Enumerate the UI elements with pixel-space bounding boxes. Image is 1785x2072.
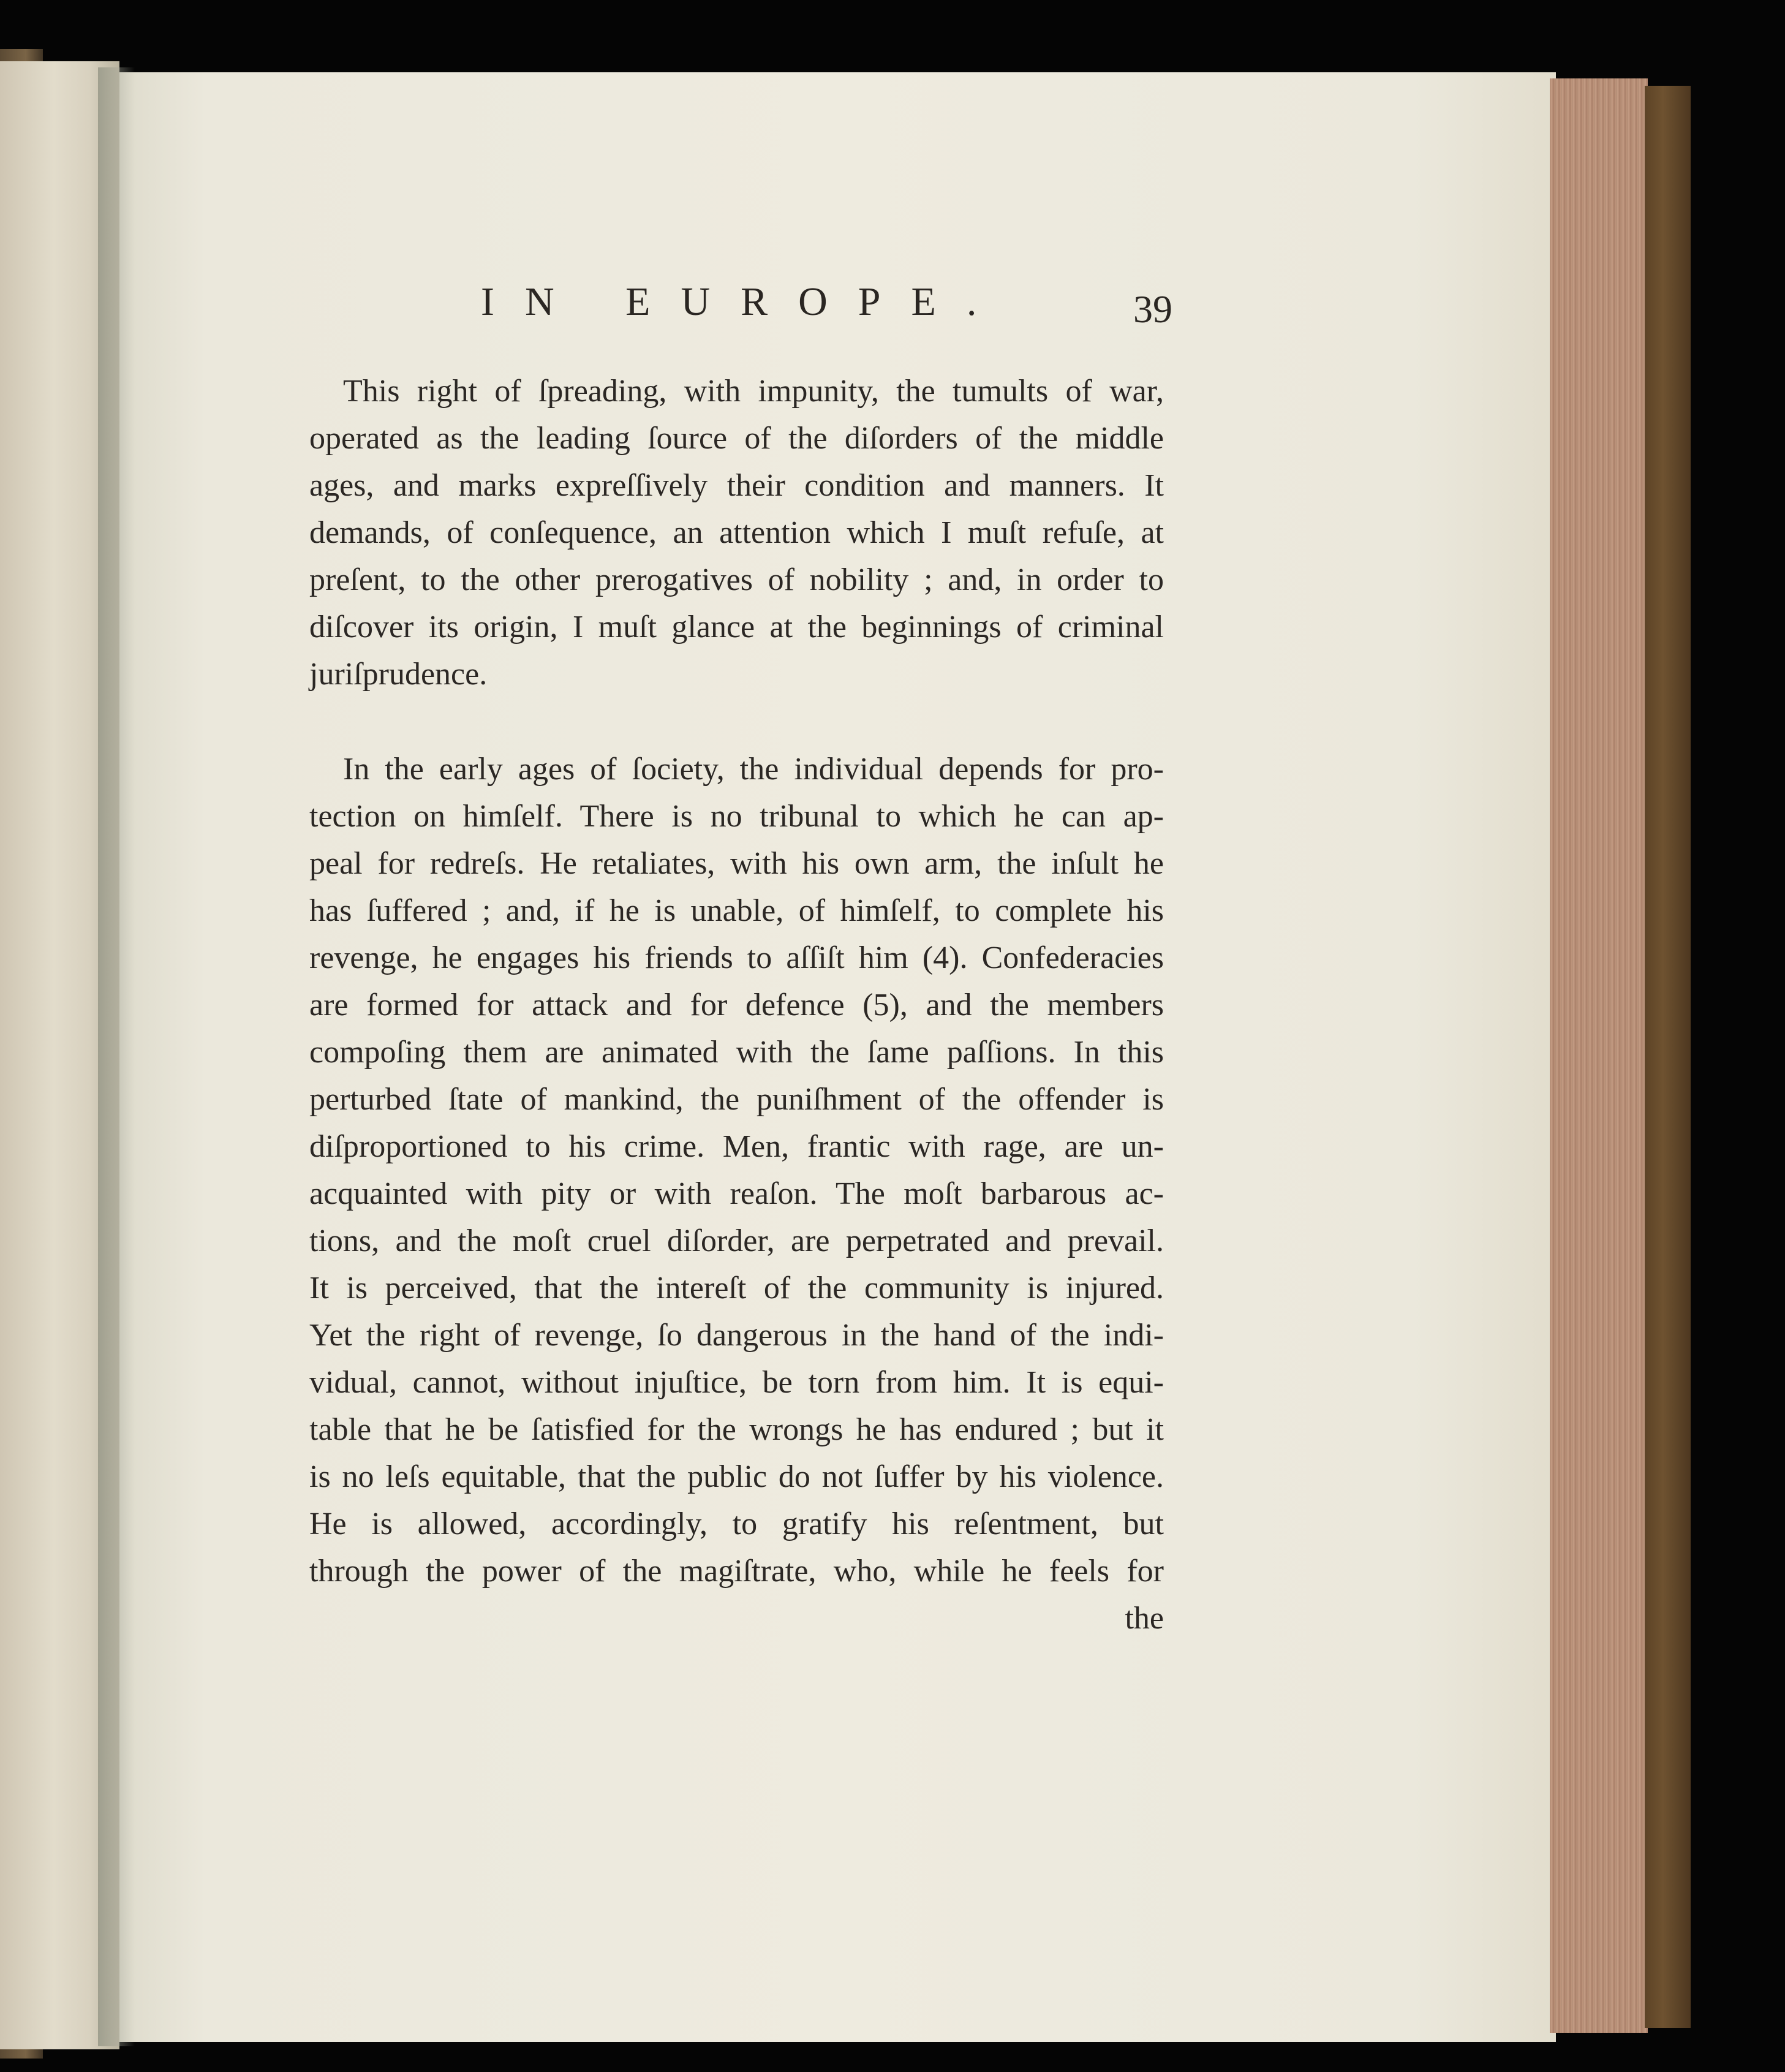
body-text bbox=[309, 368, 1164, 1642]
page-block-fore-edge bbox=[1550, 78, 1648, 2033]
text-line: peal for redreſs. He retaliates, with his own arm, the inſult he bbox=[309, 846, 1164, 881]
text-line: tions, and the moſt cruel diſorder, are perpetrated and prevail. bbox=[309, 1223, 1164, 1258]
text-line: perturbed ſtate of mankind, the puniſhment of the offender is bbox=[309, 1082, 1164, 1117]
text-line: This right of ſpreading, with impunity, the tumults of war, bbox=[343, 374, 1164, 409]
paragraph-2 bbox=[309, 746, 1164, 1595]
text-line: Yet the right of revenge, ſo dangerous in the hand of the indi- bbox=[309, 1318, 1164, 1353]
page-number: 39 bbox=[1133, 287, 1172, 331]
text-line: tection on himſelf. There is no tribunal to which he can ap- bbox=[309, 799, 1164, 834]
gutter-shadow bbox=[98, 67, 135, 2046]
text-line: vidual, cannot, without injuſtice, be torn from him. It is equi- bbox=[309, 1365, 1164, 1400]
text-line: table that he be ſatisfied for the wrongs he has endured ; but it bbox=[309, 1412, 1164, 1447]
text-line: diſproportioned to his crime. Men, frantic with rage, are un- bbox=[309, 1129, 1164, 1164]
text-line: operated as the leading ſource of the diſorders of the middle bbox=[309, 421, 1164, 456]
text-line: has ſuffered ; and, if he is unable, of himſelf, to complete his bbox=[309, 893, 1164, 928]
text-line: ages, and marks expreſſively their condition and manners. It bbox=[309, 468, 1164, 503]
running-head: IN EUROPE. bbox=[481, 279, 1008, 324]
text-line: preſent, to the other prerogatives of nobility ; and, in order to bbox=[309, 562, 1164, 597]
text-line: It is perceived, that the intereſt of the community is injured. bbox=[309, 1271, 1164, 1306]
text-line: through the power of the magiſtrate, who, while he feels for bbox=[309, 1554, 1164, 1589]
text-line: juriſprudence. bbox=[309, 657, 488, 692]
text-line: He is allowed, accordingly, to gratify his reſentment, but bbox=[309, 1507, 1164, 1541]
paragraph-gap bbox=[309, 698, 1164, 746]
text-line: diſcover its origin, I muſt glance at the beginnings of criminal bbox=[309, 610, 1164, 645]
text-line: In the early ages of ſociety, the individual depends for pro- bbox=[343, 752, 1164, 787]
right-cover-edge bbox=[1645, 86, 1691, 2028]
text-line: revenge, he engages his friends to aſſiſt him (4). Confederacies bbox=[309, 940, 1164, 975]
catchword: the bbox=[1125, 1601, 1164, 1636]
text-line: demands, of conſequence, an attention which I muſt refuſe, at bbox=[309, 515, 1164, 550]
text-line: is no leſs equitable, that the public do not ſuffer by his violence. bbox=[309, 1459, 1164, 1494]
text-line: are formed for attack and for defence (5), and the members bbox=[309, 988, 1164, 1023]
text-line: compoſing them are animated with the ſame paſſions. In this bbox=[309, 1035, 1164, 1070]
paragraph-1 bbox=[309, 368, 1164, 698]
text-line: acquainted with pity or with reaſon. The moſt barbarous ac- bbox=[309, 1176, 1164, 1211]
